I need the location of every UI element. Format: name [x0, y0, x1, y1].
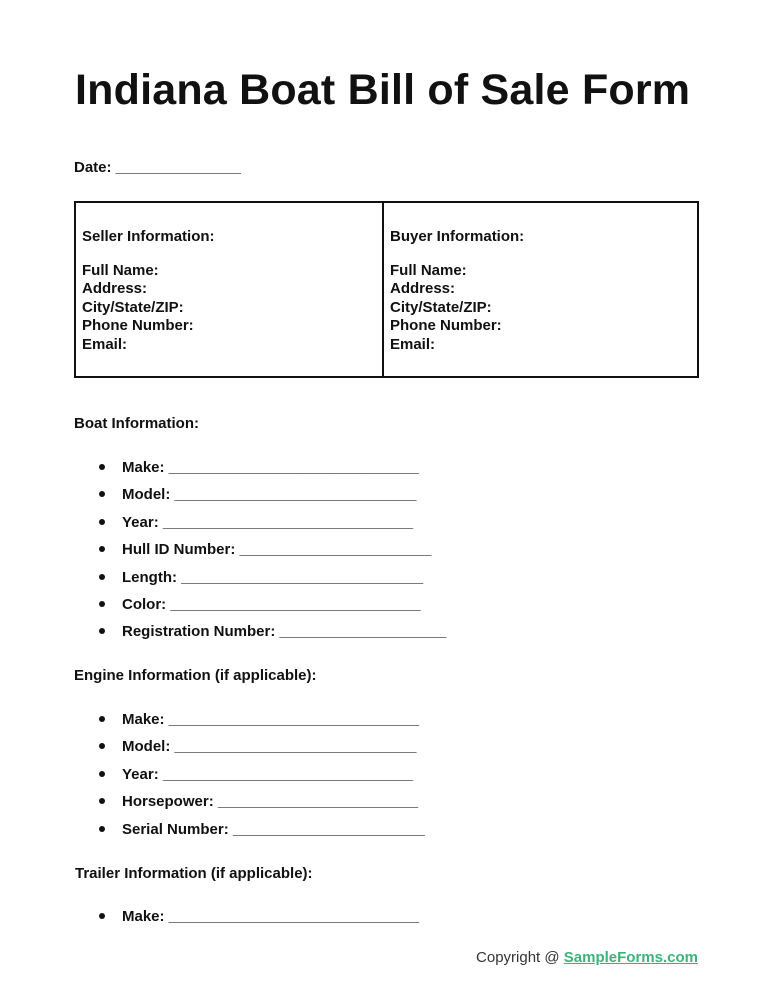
engine-horsepower-field: Horsepower: ________________________	[122, 793, 419, 811]
bullet-icon	[99, 601, 105, 607]
list-item	[74, 514, 446, 541]
list-item	[74, 711, 425, 738]
boat-color-field: Color: ______________________________	[122, 595, 421, 613]
list-item	[74, 596, 446, 623]
engine-section-heading: Engine Information (if applicable):	[74, 667, 317, 684]
boat-hull-id-field: Hull ID Number: _______________________	[122, 541, 432, 559]
boat-section-heading: Boat Information:	[74, 415, 199, 432]
boat-model-field: Model: _____________________________	[122, 486, 417, 504]
bullet-icon	[99, 913, 105, 919]
date-line: Date: _______________	[74, 159, 241, 176]
list-item	[74, 486, 446, 513]
buyer-info-cell	[384, 203, 697, 376]
bullet-icon	[99, 798, 105, 804]
list-item	[74, 738, 425, 765]
bullet-icon	[99, 826, 105, 832]
bullet-icon	[99, 546, 105, 552]
engine-model-field: Model: _____________________________	[122, 738, 417, 756]
list-item	[74, 623, 446, 650]
bullet-icon	[99, 743, 105, 749]
boat-make-field: Make: ______________________________	[122, 459, 419, 476]
seller-heading: Seller Information:	[82, 228, 215, 245]
list-item	[74, 569, 446, 596]
boat-length-field: Length: _____________________________	[122, 568, 424, 586]
list-item	[74, 541, 446, 568]
buyer-full-name-label: Full Name:	[390, 262, 467, 279]
bullet-icon	[99, 716, 105, 722]
seller-email-label: Email:	[82, 335, 128, 353]
bullet-icon	[99, 771, 105, 777]
buyer-phone-label: Phone Number:	[390, 317, 502, 335]
form-title: Indiana Boat Bill of Sale Form	[75, 66, 691, 114]
brand-link[interactable]: SampleForms.com	[563, 949, 698, 966]
engine-make-field: Make: ______________________________	[122, 711, 419, 728]
copyright-footer	[476, 949, 698, 966]
buyer-email-label: Email:	[390, 335, 436, 353]
list-item	[74, 908, 419, 935]
bullet-icon	[99, 628, 105, 634]
list-item	[74, 459, 446, 486]
trailer-section-heading: Trailer Information (if applicable):	[75, 865, 313, 882]
seller-full-name-label: Full Name:	[82, 262, 159, 279]
bullet-icon	[99, 464, 105, 470]
engine-year-field: Year: ______________________________	[122, 765, 414, 783]
buyer-city-state-zip-label: City/State/ZIP:	[390, 298, 492, 316]
trailer-info-list	[74, 908, 419, 935]
seller-info-cell	[76, 203, 384, 376]
bullet-icon	[99, 574, 105, 580]
seller-city-state-zip-label: City/State/ZIP:	[82, 298, 184, 316]
buyer-heading: Buyer Information:	[390, 228, 525, 245]
seller-phone-label: Phone Number:	[82, 317, 194, 335]
boat-info-list	[74, 459, 446, 651]
boat-registration-field: Registration Number: ____________________	[122, 623, 447, 641]
list-item	[74, 793, 425, 820]
list-item	[74, 766, 425, 793]
seller-address-label: Address:	[82, 280, 148, 298]
buyer-address-label: Address:	[390, 280, 456, 298]
bullet-icon	[99, 491, 105, 497]
engine-info-list	[74, 711, 425, 848]
list-item	[74, 821, 425, 848]
parties-table	[74, 201, 699, 378]
trailer-make-field: Make: ______________________________	[122, 908, 419, 925]
engine-serial-field: Serial Number: _______________________	[122, 820, 425, 838]
boat-year-field: Year: ______________________________	[122, 513, 414, 531]
copyright-text: Copyright @	[476, 949, 564, 966]
bullet-icon	[99, 519, 105, 525]
